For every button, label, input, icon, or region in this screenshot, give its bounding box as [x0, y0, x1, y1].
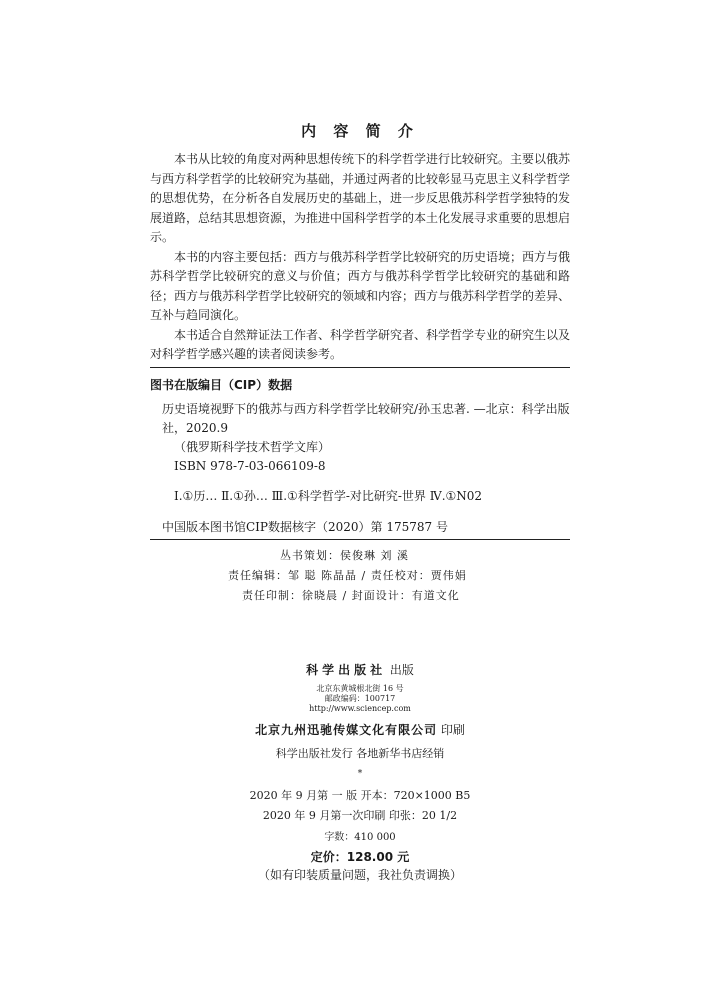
cip-series: （俄罗斯科学技术哲学文库） — [174, 440, 331, 454]
summary-body — [150, 150, 570, 365]
cip-record — [150, 400, 570, 537]
publisher-name: 科学出版社 — [306, 663, 387, 677]
publisher-line — [150, 660, 570, 680]
credit-printing: 责任印制：徐晓晨 / 封面设计：有道文化 — [242, 589, 460, 602]
publisher-website: http://www.sciencep.com — [309, 704, 411, 713]
printer-name: 北京九州迅驰传媒文化有限公司 — [255, 723, 438, 737]
word-count: 字数：410 000 — [324, 832, 396, 843]
cip-classification: Ⅰ.①历… Ⅱ.①孙… Ⅲ.①科学哲学-对比研究-世界 Ⅳ.①N02 — [174, 489, 483, 503]
publisher-address: 北京东黄城根北街 16 号 — [316, 684, 404, 693]
divider-top — [150, 367, 570, 368]
cip-verification: 中国版本图书馆CIP数据核字（2020）第 175787 号 — [162, 520, 448, 534]
quality-note: （如有印装质量问题，我社负责调换） — [257, 868, 462, 882]
summary-paragraph: 本书从比较的角度对两种思想传统下的科学哲学进行比较研究。主要以俄苏与西方科学哲学的比较研究为基础，并通过两者的比较彰显马克思主义科学哲学的思想优势，在分析各自发展历史的基础上，进一步反思俄苏科学哲学独特的发展道路，总结其思想资源，为推进中国科学哲学的本土化发展寻求重要的思想启示。 — [150, 152, 571, 244]
summary-paragraph: 本书的内容主要包括：西方与俄苏科学哲学比较研究的历史语境；西方与俄苏科学哲学比较研究的意义与价值；西方与俄苏科学哲学比较研究的基础和路径；西方与俄苏科学哲学比较研究的领域和内容；西方与俄苏科学哲学的差异、互补与趋同演化。 — [150, 249, 571, 322]
separator-star: * — [357, 769, 363, 779]
printer-suffix: 印刷 — [440, 723, 465, 737]
cip-title-line: 历史语境视野下的俄苏与西方科学哲学比较研究/孙玉忠著. —北京：科学出版社，2020.9 — [162, 402, 570, 435]
divider-bottom — [150, 539, 570, 540]
price: 定价：128.00 元 — [310, 850, 410, 864]
summary-paragraph: 本书适合自然辩证法工作者、科学哲学研究者、科学哲学专业的研究生以及对科学哲学感兴趣的读者阅读参考。 — [150, 327, 571, 361]
edition-info: 2020 年 9 月第 一 版 开本：720×1000 B5 — [249, 789, 471, 802]
credit-planning: 丛书策划：侯俊琳 刘 溪 — [280, 549, 409, 562]
publisher-postcode: 邮政编码：100717 — [324, 694, 396, 703]
summary-title: 内 容 简 介 — [301, 122, 419, 140]
cip-isbn: ISBN 978-7-03-066109-8 — [174, 459, 326, 473]
printer-line — [150, 720, 570, 740]
distribution: 科学出版社发行 各地新华书店经销 — [275, 747, 445, 760]
publisher-block — [150, 660, 570, 884]
cip-heading: 图书在版编目（CIP）数据 — [150, 378, 293, 392]
credit-editors: 责任编辑：邹 聪 陈晶晶 / 责任校对：贾伟娟 — [228, 569, 467, 582]
publisher-suffix: 出版 — [389, 663, 414, 677]
credits — [150, 546, 570, 606]
printing-info: 2020 年 9 月第一次印刷 印张：20 1/2 — [262, 809, 458, 822]
